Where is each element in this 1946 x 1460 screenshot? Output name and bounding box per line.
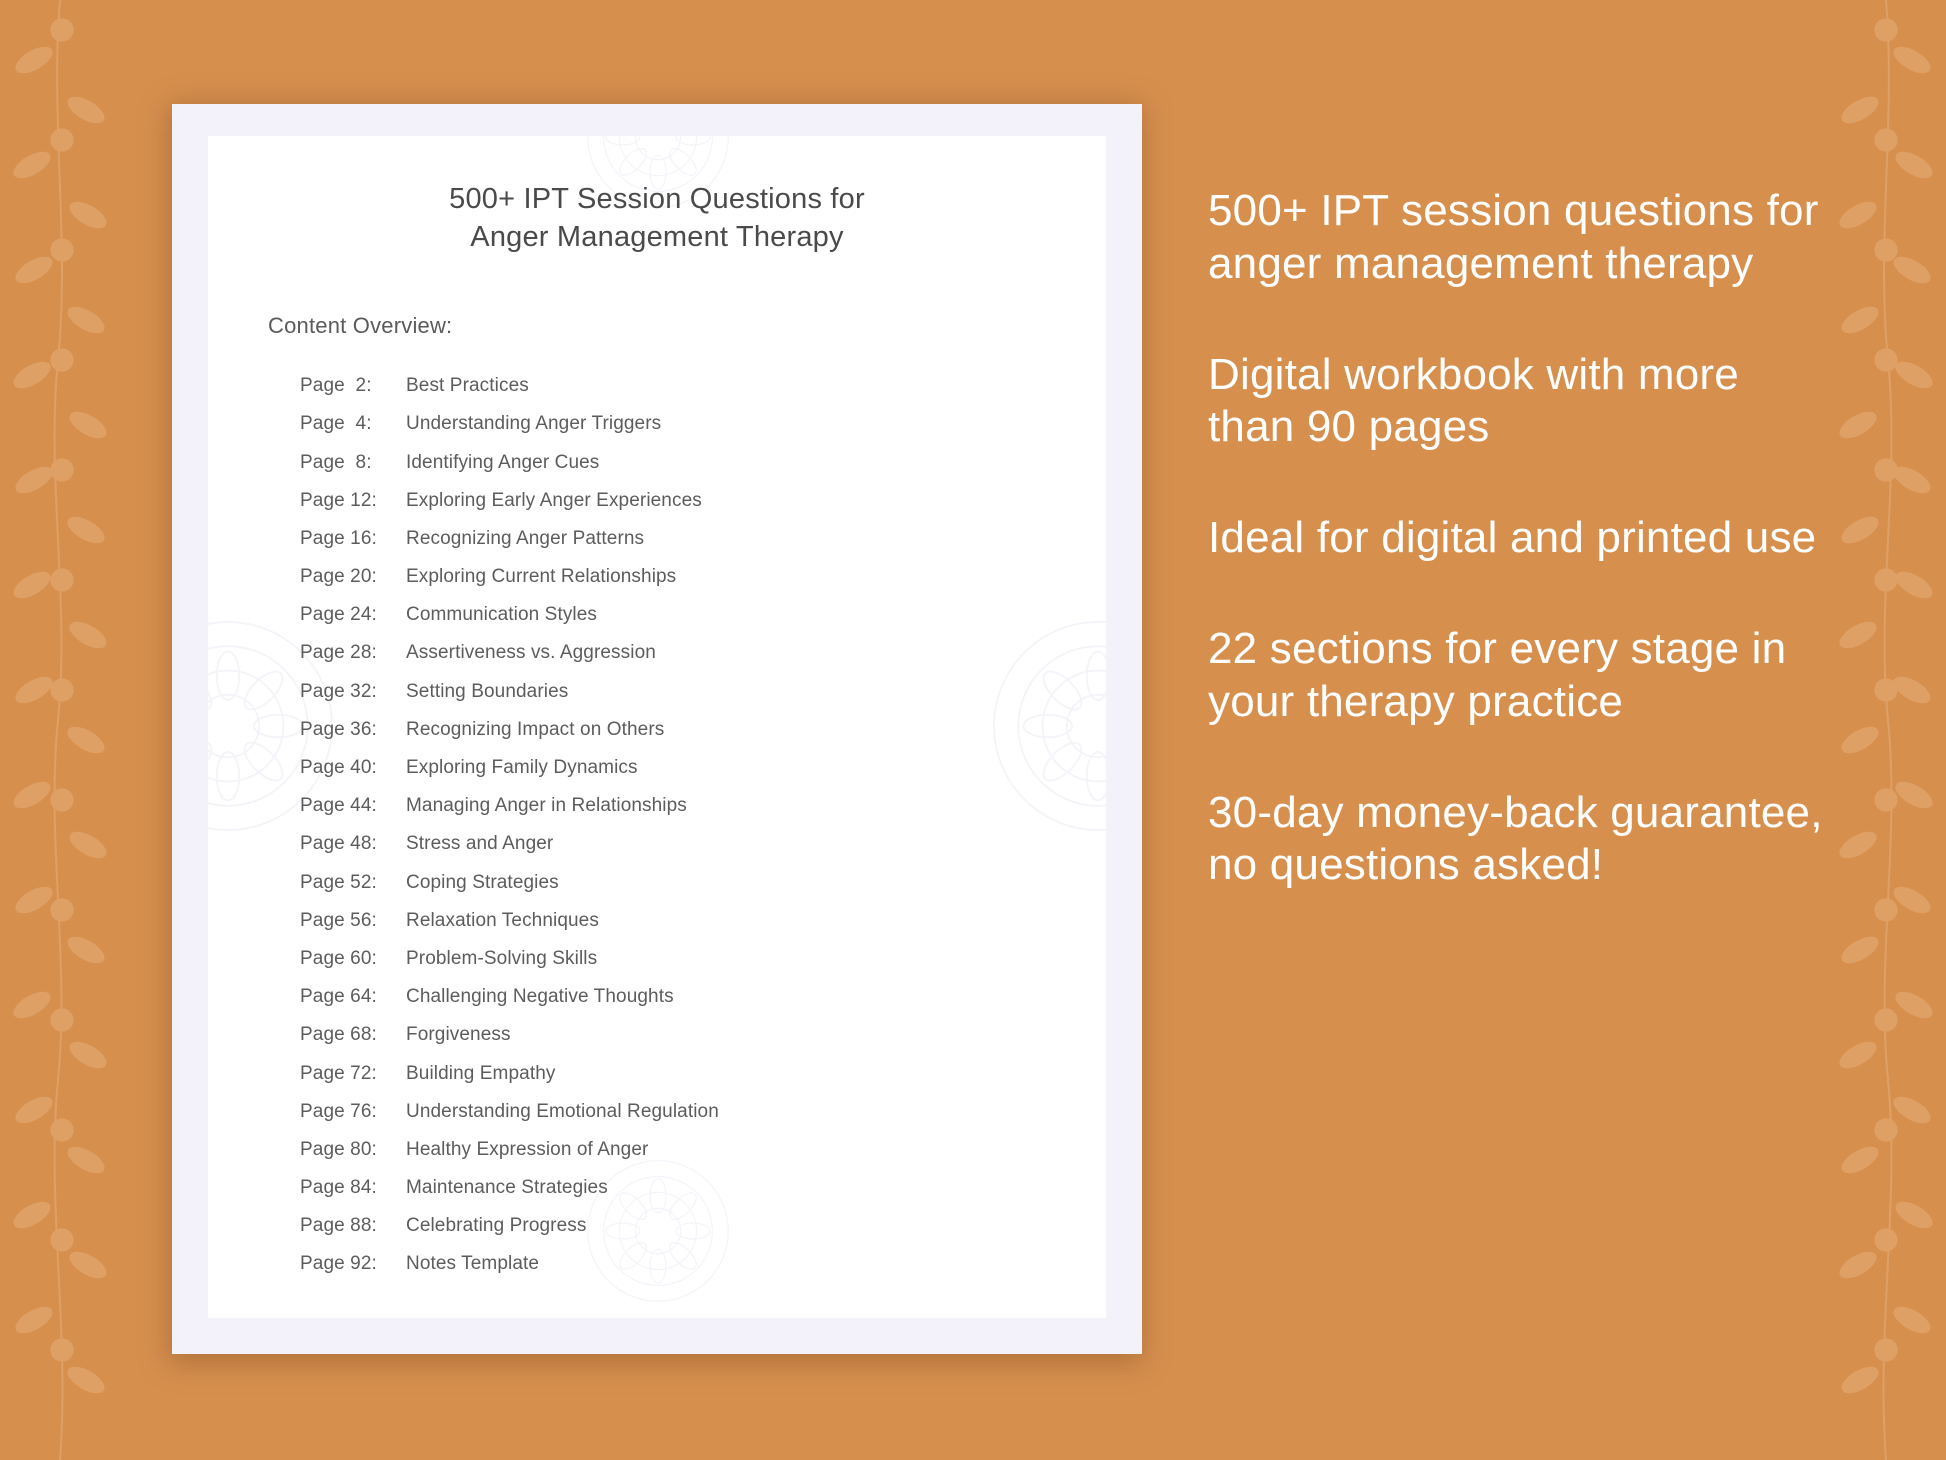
toc-row bbox=[300, 481, 1046, 519]
toc-section-title: Celebrating Progress bbox=[406, 1215, 587, 1237]
content-overview-label: Content Overview: bbox=[268, 312, 453, 338]
toc-page-number: Page 92: bbox=[300, 1253, 377, 1275]
toc-page-number: Page 72: bbox=[300, 1062, 377, 1084]
page-title-line-1: 500+ IPT Session Questions for bbox=[449, 183, 865, 215]
toc-row bbox=[300, 1092, 1046, 1130]
toc-section-title: Challenging Negative Thoughts bbox=[406, 986, 674, 1008]
toc-row bbox=[300, 787, 1046, 825]
toc-row bbox=[300, 367, 1046, 405]
toc-page-number: Page 80: bbox=[300, 1138, 377, 1160]
toc-page-number: Page 64: bbox=[300, 986, 377, 1008]
toc-row bbox=[300, 1054, 1046, 1092]
toc-section-title: Understanding Emotional Regulation bbox=[406, 1100, 719, 1122]
marketing-copy-block: Digital workbook with more than 90 pages bbox=[1208, 349, 1739, 452]
toc-page-number: Page 12: bbox=[300, 489, 377, 511]
toc-row bbox=[300, 748, 1046, 786]
document-content-area bbox=[208, 136, 1106, 1318]
toc-row bbox=[300, 519, 1046, 557]
toc-page-number: Page 52: bbox=[300, 871, 377, 893]
toc-row bbox=[300, 405, 1046, 443]
page-title bbox=[337, 180, 977, 257]
table-of-contents bbox=[268, 367, 1046, 1284]
toc-section-title: Problem-Solving Skills bbox=[406, 947, 598, 969]
toc-row bbox=[300, 710, 1046, 748]
toc-page-number: Page 60: bbox=[300, 947, 377, 969]
toc-row bbox=[300, 863, 1046, 901]
toc-section-title: Understanding Anger Triggers bbox=[406, 413, 662, 435]
toc-page-number: Page 4: bbox=[300, 413, 372, 435]
toc-section-title: Best Practices bbox=[406, 375, 529, 397]
document-page bbox=[172, 104, 1142, 1354]
toc-section-title: Maintenance Strategies bbox=[406, 1177, 608, 1199]
toc-section-title: Notes Template bbox=[406, 1253, 540, 1275]
toc-row bbox=[300, 1207, 1046, 1245]
toc-section-title: Communication Styles bbox=[406, 604, 598, 626]
toc-page-number: Page 2: bbox=[300, 375, 372, 397]
toc-row bbox=[300, 596, 1046, 634]
marketing-copy-block: 22 sections for every stage in your therapy practice bbox=[1208, 623, 1787, 726]
toc-row bbox=[300, 1168, 1046, 1206]
toc-page-number: Page 20: bbox=[300, 566, 377, 588]
toc-section-title: Recognizing Impact on Others bbox=[406, 718, 665, 740]
toc-row bbox=[300, 672, 1046, 710]
toc-section-title: Setting Boundaries bbox=[406, 680, 569, 702]
toc-row bbox=[300, 443, 1046, 481]
toc-page-number: Page 28: bbox=[300, 642, 377, 664]
toc-section-title: Exploring Current Relationships bbox=[406, 566, 677, 588]
toc-page-number: Page 24: bbox=[300, 604, 377, 626]
toc-row bbox=[300, 1245, 1046, 1283]
toc-page-number: Page 44: bbox=[300, 795, 377, 817]
toc-section-title: Recognizing Anger Patterns bbox=[406, 527, 645, 549]
toc-row bbox=[300, 825, 1046, 863]
toc-row bbox=[300, 634, 1046, 672]
toc-row bbox=[300, 978, 1046, 1016]
marketing-copy-block: Ideal for digital and printed use bbox=[1208, 513, 1817, 563]
toc-section-title: Stress and Anger bbox=[406, 833, 554, 855]
toc-page-number: Page 76: bbox=[300, 1100, 377, 1122]
toc-page-number: Page 48: bbox=[300, 833, 377, 855]
toc-section-title: Managing Anger in Relationships bbox=[406, 795, 687, 817]
toc-page-number: Page 8: bbox=[300, 451, 372, 473]
floral-border-right bbox=[1826, 0, 1946, 1460]
toc-section-title: Relaxation Techniques bbox=[406, 909, 599, 931]
toc-section-title: Healthy Expression of Anger bbox=[406, 1138, 649, 1160]
toc-row bbox=[300, 557, 1046, 595]
toc-page-number: Page 68: bbox=[300, 1024, 377, 1046]
toc-row bbox=[300, 1130, 1046, 1168]
toc-page-number: Page 84: bbox=[300, 1177, 377, 1199]
toc-section-title: Building Empathy bbox=[406, 1062, 556, 1084]
toc-section-title: Exploring Early Anger Experiences bbox=[406, 489, 702, 511]
toc-page-number: Page 40: bbox=[300, 757, 377, 778]
page-title-line-2: Anger Management Therapy bbox=[470, 221, 844, 254]
toc-row bbox=[300, 901, 1046, 939]
toc-page-number: Page 32: bbox=[300, 680, 377, 702]
toc-row bbox=[300, 939, 1046, 977]
marketing-copy bbox=[1208, 185, 1828, 892]
toc-row bbox=[300, 1016, 1046, 1054]
toc-section-title: Exploring Family Dynamics bbox=[406, 757, 638, 778]
document-body bbox=[208, 136, 1106, 1283]
toc-page-number: Page 16: bbox=[300, 527, 377, 549]
toc-section-title: Coping Strategies bbox=[406, 871, 559, 893]
toc-page-number: Page 36: bbox=[300, 718, 377, 740]
toc-page-number: Page 56: bbox=[300, 909, 377, 931]
toc-page-number: Page 88: bbox=[300, 1215, 377, 1237]
marketing-copy-block: 500+ IPT session questions for anger management therapy bbox=[1208, 186, 1819, 288]
toc-section-title: Identifying Anger Cues bbox=[406, 451, 600, 473]
toc-section-title: Assertiveness vs. Aggression bbox=[406, 642, 656, 664]
floral-border-left bbox=[0, 0, 120, 1460]
marketing-copy-block: 30-day money-back guarantee, no questions asked! bbox=[1208, 787, 1823, 890]
toc-section-title: Forgiveness bbox=[406, 1024, 511, 1046]
